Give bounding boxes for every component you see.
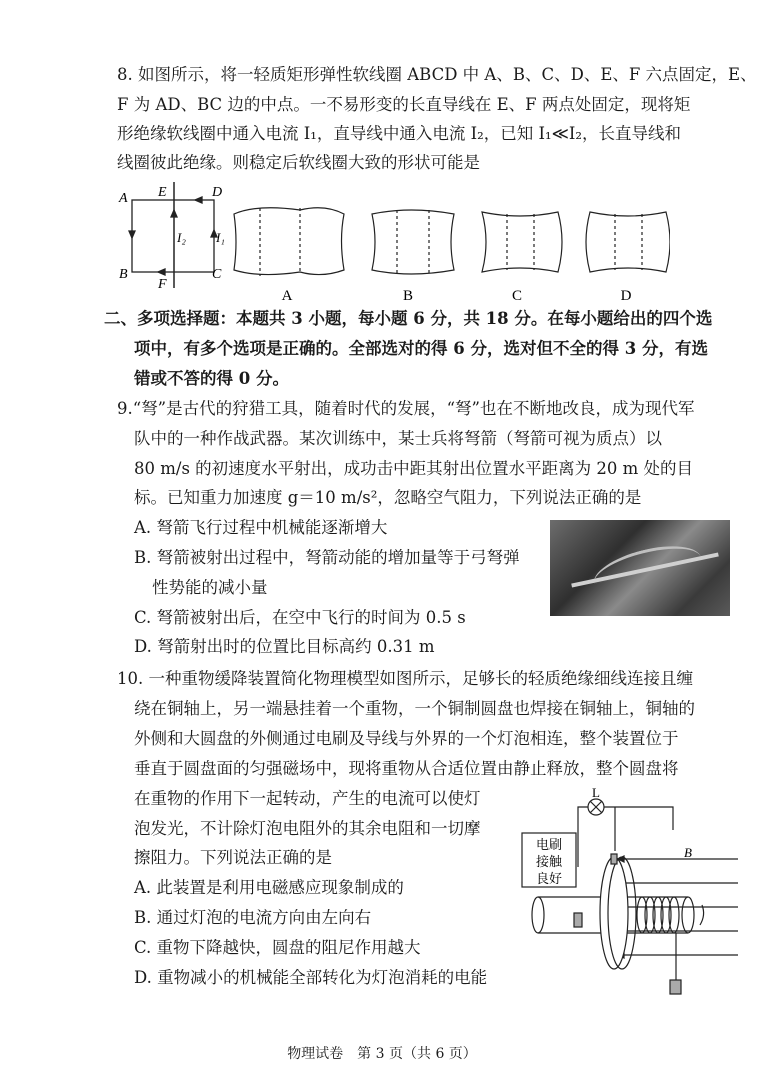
q10-option-c: C. 重物下降越快，圆盘的阻尼作用越大 [134, 938, 421, 957]
label-field-B: B [684, 845, 692, 860]
option-b-label: B [402, 288, 414, 304]
option-c-label: C [511, 288, 523, 304]
section2-line-1: 二、多项选择题：本题共 3 小题，每小题 6 分，共 18 分。在每小题给出的四个选 [104, 309, 713, 328]
copper-disk [600, 857, 628, 969]
axle-brush [574, 913, 582, 927]
q8-line-3: 形绝缘软线圈中通入电流 I₁，直导线中通入电流 I₂，已知 I₁≪I₂，长直导线和 [117, 124, 682, 143]
q9-line-4: 标。已知重力加速度 g＝10 m/s²，忽略空气阻力，下列说法正确的是 [134, 488, 642, 507]
label-I2: I₂ [177, 230, 186, 245]
q10-line-1: 10. 一种重物缓降装置简化物理模型如图所示，足够长的轻质绝缘细线连接且缠 [117, 669, 693, 688]
q10-line-7: 擦阻力。下列说法正确的是 [134, 848, 332, 867]
option-shape-b [372, 210, 454, 274]
q8-line-2: F 为 AD、BC 边的中点。一不易形变的长直导线在 E、F 两点处固定，现将矩 [117, 95, 691, 114]
option-shape-c [482, 212, 562, 272]
label-D: D [212, 185, 223, 200]
q10-figure [518, 785, 744, 1000]
q9-line-3: 80 m/s 的初速度水平射出，成功击中距其射出位置水平距离为 20 m 处的目 [134, 459, 694, 478]
q9-option-a: A. 弩箭飞行过程中机械能逐渐增大 [134, 518, 388, 537]
label-F: F [158, 277, 167, 292]
q9-option-d: D. 弩箭射出时的位置比目标高约 0.31 m [134, 637, 435, 656]
label-E: E [158, 185, 167, 200]
option-a-label: A [281, 288, 293, 304]
q10-option-b: B. 通过灯泡的电流方向由左向右 [134, 908, 372, 927]
q9-option-b-cont: 性势能的减小量 [152, 578, 268, 597]
page-footer: 物理试卷 第 3 页（共 6 页） [287, 1046, 477, 1062]
q8-figure [110, 180, 670, 305]
section2-line-3: 错或不答的得 0 分。 [134, 369, 289, 388]
crossbow-photo [550, 520, 730, 616]
brush-label-3: 良好 [535, 871, 563, 886]
q9-option-b: B. 弩箭被射出过程中，弩箭动能的增加量等于弓弩弹 [134, 548, 520, 567]
q10-option-a: A. 此装置是利用电磁感应现象制成的 [134, 878, 404, 897]
section2-line-2: 项中，有多个选项是正确的。全部选对的得 6 分，选对但不全的得 3 分，有选 [134, 339, 708, 358]
q10-option-d: D. 重物减小的机械能全部转化为灯泡消耗的电能 [134, 968, 488, 987]
coil-diagram [129, 182, 217, 288]
option-shape-a [234, 208, 344, 276]
brush-label-1: 电刷 [535, 837, 563, 852]
label-I1: I₁ [216, 230, 225, 245]
q8-line-4: 线圈彼此绝缘。则稳定后软线圈大致的形状可能是 [117, 153, 480, 172]
q10-line-5: 在重物的作用下一起转动，产生的电流可以使灯 [134, 789, 481, 808]
option-shape-d [586, 212, 670, 272]
brush-label-2: 接触 [535, 854, 563, 869]
weight-block [670, 980, 681, 994]
q9-line-2: 队中的一种作战武器。某次训练中，某士兵将弩箭（弩箭可视为质点）以 [134, 429, 662, 448]
q9-line-1: 9.“弩”是古代的狩猎工具，随着时代的发展，“弩”也在不断地改良，成为现代军 [117, 399, 695, 418]
label-C: C [212, 267, 222, 282]
disk-brush [611, 854, 617, 864]
label-A: A [119, 191, 128, 206]
q9-option-c: C. 弩箭被射出后，在空中飞行的时间为 0.5 s [134, 608, 466, 627]
thread-windings [637, 897, 679, 933]
label-L: L [592, 785, 600, 800]
q10-line-2: 绕在铜轴上，另一端悬挂着一个重物，一个铜制圆盘也焊接在铜轴上，铜轴的 [134, 699, 695, 718]
q10-line-4: 垂直于圆盘面的匀强磁场中，现将重物从合适位置由静止释放，整个圆盘将 [134, 759, 679, 778]
q10-line-3: 外侧和大圆盘的外侧通过电刷及导线与外界的一个灯泡相连，整个装置位于 [134, 729, 679, 748]
q8-line-1: 8. 如图所示，将一轻质矩形弹性软线圈 ABCD 中 A、B、C、D、E、F 六点固定，E、 [117, 65, 757, 84]
q10-line-6: 泡发光，不计除灯泡电阻外的其余电阻和一切摩 [134, 819, 481, 838]
label-B: B [119, 267, 128, 282]
option-d-label: D [620, 288, 632, 304]
